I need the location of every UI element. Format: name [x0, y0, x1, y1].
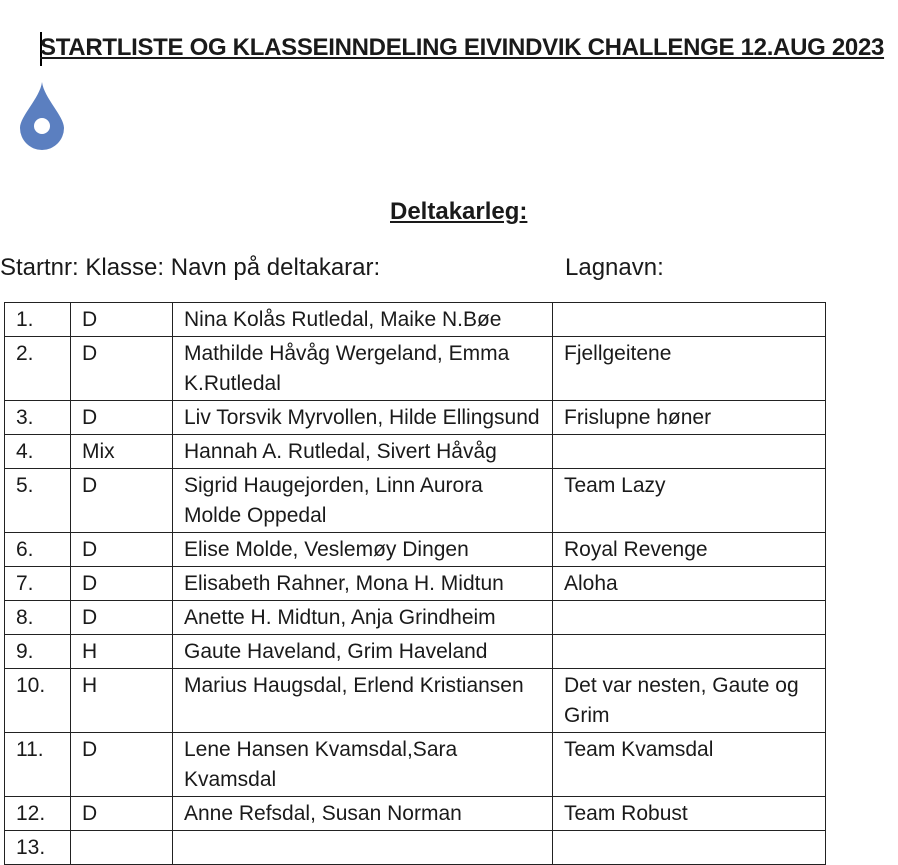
table-row [5, 669, 826, 733]
class-cell [71, 831, 173, 865]
team-name-cell: Team Lazy [553, 469, 826, 533]
team-name-cell [553, 635, 826, 669]
table-row [5, 303, 826, 337]
column-headers: Startnr: Klasse: Navn på deltakarar: [0, 254, 381, 281]
team-name-header: Lagnavn: [565, 254, 664, 281]
class-cell: D [71, 469, 173, 533]
start-number-cell: 6. [5, 533, 71, 567]
start-number-cell: 1. [5, 303, 71, 337]
table-row [5, 401, 826, 435]
start-number-cell: 11. [5, 733, 71, 797]
start-number-cell: 2. [5, 337, 71, 401]
team-name-cell: Team Kvamsdal [553, 733, 826, 797]
participant-table [4, 302, 826, 865]
start-number-cell: 10. [5, 669, 71, 733]
start-number-cell: 8. [5, 601, 71, 635]
team-name-cell: Team Robust [553, 797, 826, 831]
team-name-cell [553, 435, 826, 469]
table-row [5, 733, 826, 797]
class-cell: H [71, 635, 173, 669]
table-row [5, 797, 826, 831]
team-name-cell: Royal Revenge [553, 533, 826, 567]
start-number-cell: 9. [5, 635, 71, 669]
start-number-cell: 13. [5, 831, 71, 865]
team-name-cell: Aloha [553, 567, 826, 601]
class-cell: D [71, 733, 173, 797]
team-name-cell [553, 303, 826, 337]
class-cell: H [71, 669, 173, 733]
start-number-cell: 12. [5, 797, 71, 831]
class-cell: D [71, 601, 173, 635]
table-row [5, 337, 826, 401]
participant-names-cell: Elisabeth Rahner, Mona H. Midtun [173, 567, 553, 601]
start-number-cell: 5. [5, 469, 71, 533]
participant-names-cell: Nina Kolås Rutledal, Maike N.Bøe [173, 303, 553, 337]
start-number-cell: 3. [5, 401, 71, 435]
class-cell: D [71, 567, 173, 601]
table-row [5, 469, 826, 533]
class-cell: D [71, 797, 173, 831]
participant-names-cell: Liv Torsvik Myrvollen, Hilde Ellingsund [173, 401, 553, 435]
table-row [5, 831, 826, 865]
participant-names-cell: Anne Refsdal, Susan Norman [173, 797, 553, 831]
class-cell: D [71, 533, 173, 567]
participant-names-cell [173, 831, 553, 865]
class-cell: Mix [71, 435, 173, 469]
section-heading: Deltakarleg: [390, 198, 528, 225]
class-cell: D [71, 303, 173, 337]
start-number-cell: 7. [5, 567, 71, 601]
participant-names-cell: Lene Hansen Kvamsdal,Sara Kvamsdal [173, 733, 553, 797]
start-number-cell: 4. [5, 435, 71, 469]
team-name-cell: Det var nesten, Gaute og Grim [553, 669, 826, 733]
participant-names-cell: Mathilde Håvåg Wergeland, Emma K.Rutledal [173, 337, 553, 401]
table-row [5, 533, 826, 567]
table-row [5, 635, 826, 669]
class-cell: D [71, 337, 173, 401]
table-row [5, 435, 826, 469]
team-name-cell: Fjellgeitene [553, 337, 826, 401]
team-name-cell [553, 831, 826, 865]
table-row [5, 567, 826, 601]
page-title: STARTLISTE OG KLASSEINNDELING EIVINDVIK CHALLENGE 12.AUG 2023 [40, 34, 885, 61]
class-cell: D [71, 401, 173, 435]
water-drop-icon [16, 80, 68, 150]
participant-names-cell: Gaute Haveland, Grim Haveland [173, 635, 553, 669]
team-name-cell [553, 601, 826, 635]
participant-names-cell: Marius Haugsdal, Erlend Kristiansen [173, 669, 553, 733]
table-row [5, 601, 826, 635]
participant-names-cell: Hannah A. Rutledal, Sivert Håvåg [173, 435, 553, 469]
participant-names-cell: Anette H. Midtun, Anja Grindheim [173, 601, 553, 635]
participant-names-cell: Elise Molde, Veslemøy Dingen [173, 533, 553, 567]
participant-names-cell: Sigrid Haugejorden, Linn Aurora Molde Oppedal [173, 469, 553, 533]
team-name-cell: Frislupne høner [553, 401, 826, 435]
